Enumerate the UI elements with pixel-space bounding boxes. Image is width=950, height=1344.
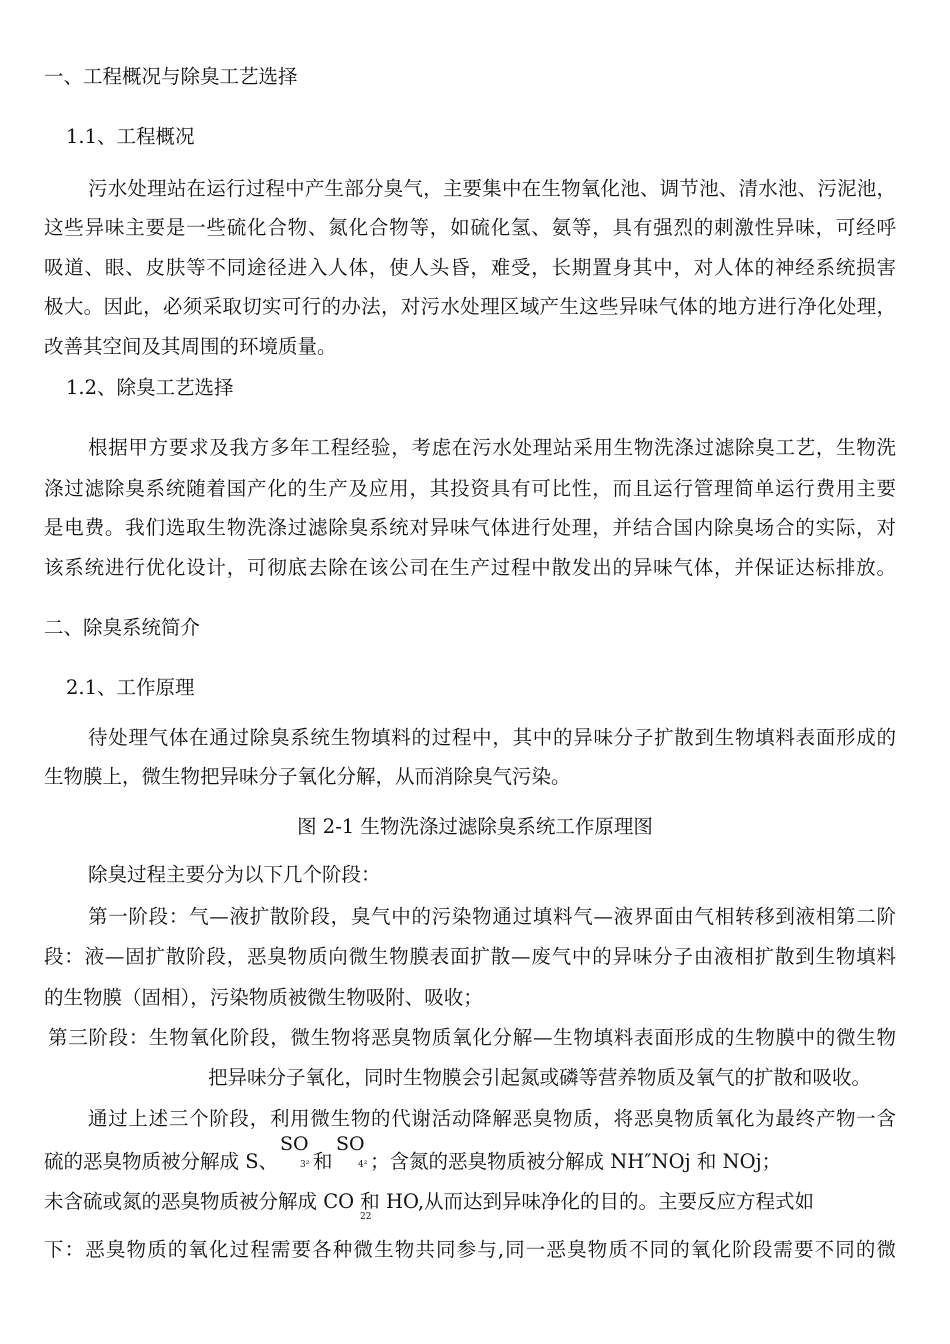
paragraph-line: 涤过滤除臭系统随着国产化的生产及应用，其投资具有可比性，而且运行管理简单运行费用主要 (44, 477, 896, 500)
stages-intro: 除臭过程主要分为以下几个阶段： (88, 863, 381, 886)
paragraph-line: 的生物膜（固相），污染物质被微生物吸附、吸收； (44, 986, 483, 1009)
paragraph-line: 和 (313, 1150, 333, 1173)
paragraph-line: 这些异味主要是一些硫化合物、氮化合物等，如硫化氢、氨等，具有强烈的刺激性异味，可经呼 (44, 216, 896, 239)
paragraph-line: 未含硫或氮的恶臭物质被分解成 CO 和 HO,从而达到异味净化的目的。主要反应方程式如 (44, 1190, 815, 1213)
figure-caption: 图 2-1 生物洗涤过滤除臭系统工作原理图 (297, 815, 653, 838)
subscript-22: 22 (360, 1212, 372, 1222)
paragraph-line: 该系统进行优化设计，可彻底去除在该公司在生产过程中散发出的异味气体，并保证达标排放。 (44, 556, 896, 579)
paragraph-line: 段：液—固扩散阶段，恶臭物质向微生物膜表面扩散—废气中的异味分子由液相扩散到生物填料 (44, 945, 896, 968)
paragraph-line: 改善其空间及其周围的环境质量。 (44, 335, 337, 358)
paragraph-line: 生物膜上，微生物把异味分子氧化分解，从而消除臭气污染。 (44, 765, 571, 788)
paragraph-line: 污水处理站在运行过程中产生部分臭气，主要集中在生物氧化池、调节池、清水池、污泥池， (88, 177, 896, 200)
paragraph-line: 极大。因此，必须采取切实可行的办法，对污水处理区域产生这些异味气体的地方进行净化处理， (44, 295, 896, 318)
sulfite-subscript: 3² (300, 1160, 310, 1170)
paragraph-line: 把异味分子氧化，同时生物膜会引起氮或磷等营养物质及氧气的扩散和吸收。 (208, 1066, 872, 1089)
paragraph-line: 根据甲方要求及我方多年工程经验，考虑在污水处理站采用生物洗涤过滤除臭工艺，生物洗 (88, 436, 896, 459)
sulfate-subscript: 4² (358, 1160, 368, 1170)
paragraph-line: ；含氮的恶臭物质被分解成 NH″NOj 和 NOj； (370, 1150, 782, 1173)
heading-1-2: 1.2、除臭工艺选择 (66, 376, 234, 399)
sulfite-formula: SO (280, 1133, 309, 1155)
paragraph-line: 第一阶段：气—液扩散阶段，臭气中的污染物通过填料气—液界面由气相转移到液相第二阶 (88, 905, 896, 928)
heading-1-1: 1.1、工程概况 (66, 125, 195, 148)
paragraph-line: 通过上述三个阶段，利用微生物的代谢活动降解恶臭物质，将恶臭物质氧化为最终产物一含 (88, 1107, 896, 1130)
paragraph-line: 吸道、眼、皮肤等不同途径进入人体，使人头昏，难受，长期置身其中，对人体的神经系统损害 (44, 256, 896, 279)
sulfate-formula: SO (336, 1133, 365, 1155)
paragraph-line: 硫的恶臭物质被分解成 S、 (44, 1150, 279, 1173)
heading-1: 一、工程概况与除臭工艺选择 (44, 65, 298, 88)
paragraph-line: 待处理气体在通过除臭系统生物填料的过程中，其中的异味分子扩散到生物填料表面形成的 (88, 726, 896, 749)
paragraph-line: 是电费。我们选取生物洗涤过滤除臭系统对异味气体进行处理，并结合国内除臭场合的实际，对 (44, 516, 896, 539)
heading-2: 二、除臭系统简介 (44, 616, 201, 639)
heading-2-1: 2.1、工作原理 (66, 676, 195, 699)
paragraph-line: 第三阶段：生物氧化阶段，微生物将恶臭物质氧化分解—生物填料表面形成的生物膜中的微生物 (48, 1026, 896, 1049)
paragraph-line: 下：恶臭物质的氧化过程需要各种微生物共同参与,同一恶臭物质不同的氧化阶段需要不同的微 (44, 1238, 896, 1261)
